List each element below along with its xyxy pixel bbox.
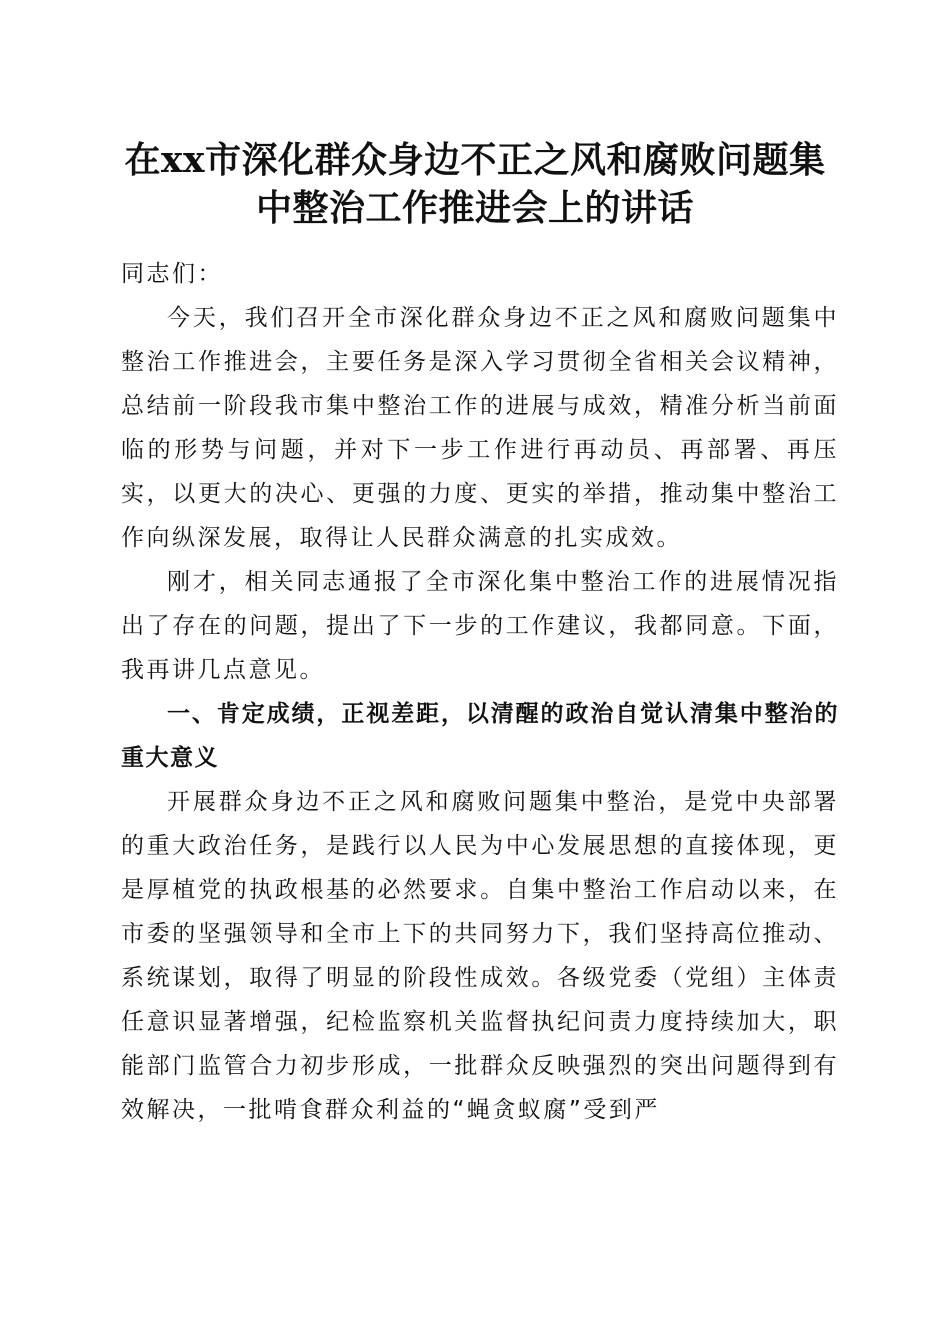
paragraph-opening: 今天，我们召开全市深化群众身边不正之风和腐败问题集中整治工作推进会，主要任务是深入学习贯彻全省相关会议精神，总结前一阶段我市集中整治工作的进展与成效，精准分析当前面临的形势与问题，并对下一步工作进行再动员、再部署、再压实，以更大的决心、更强的力度、更实的举措，推动集中整治工作向纵深发展，取得让人民群众满意的扎实成效。 [121,305,839,551]
title-line-2: 中整治工作推进会上的讲话 [255,187,694,229]
salutation: 同志们： [121,261,223,287]
title-line-1: 在xx市深化群众身边不正之风和腐败问题集 [124,139,826,181]
page-title [110,136,840,232]
section-heading-1: 一、肯定成绩，正视差距，以清醒的政治自觉认清集中整治的重大意义 [121,701,839,771]
document-body [121,252,839,1132]
paragraph-comments: 刚才，相关同志通报了全市深化集中整治工作的进展情况指出了存在的问题，提出了下一步的工作建议，我都同意。下面，我再讲几点意见。 [121,569,839,683]
section-1-paragraph: 开展群众身边不正之风和腐败问题集中整治，是党中央部署的重大政治任务，是践行以人民为中心发展思想的直接体现，更是厚植党的执政根基的必然要求。自集中整治工作启动以来，在市委的坚强领导和全市上下的共同努力下，我们坚持高位推动、系统谋划，取得了明显的阶段性成效。各级党委（党组）主体责任意识显著增强，纪检监察机关监督执纪问责力度持续加大，职能部门监管合力初步形成，一批群众反映强烈的突出问题得到有效解决，一批啃食群众利益的“蝇贪蚁腐”受到严 [121,789,839,1123]
